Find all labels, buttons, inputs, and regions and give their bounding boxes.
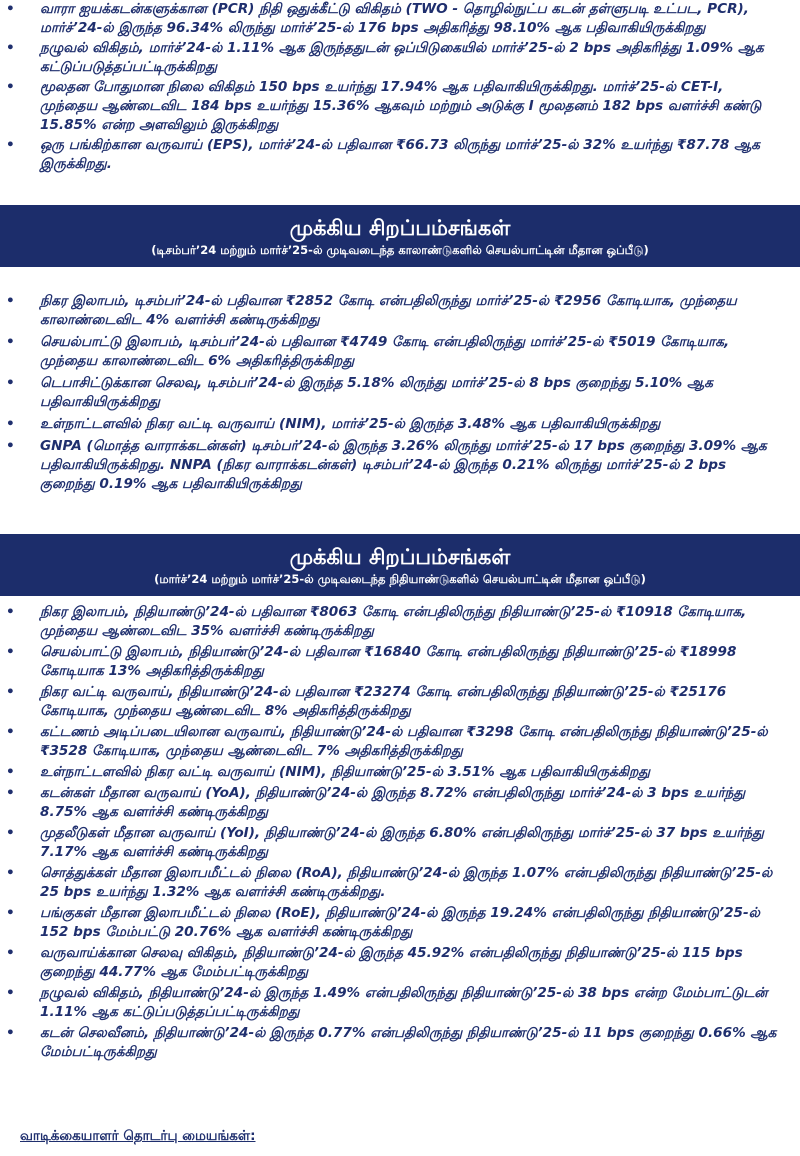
- list-item: • நிகர இலாபம், நிதியாண்டு’24-ல் பதிவான ₹8063 கோடி என்பதிலிருந்து நிதியாண்டு’25-ல் ₹10918 கோடியாக, முந்தைய ஆண்டைவிட 35% வளர்ச்சி கண்டிருக்கிறது: [0, 603, 800, 641]
- list-item: • வாரா ஐயக்கடன்களுக்கான (PCR) நிதி ஒதுக்கீட்டு விகிதம் (TWO - தொழில்நுட்ப கடன் தள்ளுபடி உட்பட, PCR), மார்ச்’24-ல் இருந்த 96.34% லிருந்து மார்ச்’25-ல் 176 bps அதிகரித்து 98.10% ஆக பதிவாகியிருக்கிறது: [0, 0, 800, 38]
- list-item: • மூலதன போதுமான நிலை விகிதம் 150 bps உயர்ந்து 17.94% ஆக பதிவாகியிருக்கிறது. மார்ச்’25-ல் CET-I, முந்தைய ஆண்டைவிட 184 bps உயர்ந்து 15.36% ஆகவும் மற்றும் அடுக்கு I மூலதனம் 182 bps வளர்ச்சி கண்டு 15.85% என்ற அளவிலும் இருக்கிறது: [0, 78, 800, 135]
- section-banner-quarterly: [0, 205, 800, 267]
- list-item: • உள்நாட்டளவில் நிகர வட்டி வருவாய் (NIM), நிதியாண்டு’25-ல் 3.51% ஆக பதிவாகியிருக்கிறது: [0, 763, 800, 782]
- annual-highlights-list: [0, 603, 800, 1064]
- list-item: • GNPA (மொத்த வாராக்கடன்கள்) டிசம்பர்’24-ல் இருந்த 3.26% லிருந்து மார்ச்’25-ல் 17 bps குறைந்து 3.09% ஆக பதிவாகியிருக்கிறது. NNPA (நிகர வாராக்கடன்கள்) டிசம்பர்’24-ல் இருந்த 0.21% லிருந்து மார்ச்’25-ல் 2 bps குறைந்து 0.19% ஆக பதிவாகியிருக்கிறது: [0, 437, 800, 494]
- list-item: • பங்குகள் மீதான இலாபமீட்டல் நிலை (RoE), நிதியாண்டு’24-ல் இருந்த 19.24% என்பதிலிருந்து நிதியாண்டு’25-ல் 152 bps மேம்பட்டு 20.76% ஆக வளர்ச்சி கண்டிருக்கிறது: [0, 904, 800, 942]
- section-subtitle: (மார்ச்’24 மற்றும் மார்ச்’25-ல் முடிவடைந்த நிதியாண்டுகளில் செயல்பாட்டின் மீதான ஒப்பீடு): [154, 572, 646, 586]
- list-item: • நிகர வட்டி வருவாய், நிதியாண்டு’24-ல் பதிவான ₹23274 கோடி என்பதிலிருந்து நிதியாண்டு’25-ல் ₹25176 கோடியாக, முந்தைய ஆண்டைவிட 8% அதிகரித்திருக்கிறது: [0, 683, 800, 721]
- list-item: • கடன்கள் மீதான வருவாய் (YoA), நிதியாண்டு’24-ல் இருந்த 8.72% என்பதிலிருந்து மார்ச்’24-ல் 3 bps உயர்ந்து 8.75% ஆக வளர்ச்சி கண்டிருக்கிறது: [0, 784, 800, 822]
- list-item: • உள்நாட்டளவில் நிகர வட்டி வருவாய் (NIM), மார்ச்’25-ல் இருந்த 3.48% ஆக பதிவாகியிருக்கிறது: [0, 415, 800, 434]
- customer-contact-heading: வாடிக்கையாளர் தொடர்பு மையங்கள்:: [20, 1128, 256, 1144]
- list-item: • நழுவல் விகிதம், மார்ச்’24-ல் 1.11% ஆக இருந்ததுடன் ஒப்பிடுகையில் மார்ச்’25-ல் 2 bps அதிகரித்து 1.09% ஆக கட்டுப்படுத்தப்பட்டிருக்கிறது: [0, 39, 800, 77]
- top-bullet-list: [0, 0, 800, 175]
- list-item: • ஒரு பங்கிற்கான வருவாய் (EPS), மார்ச்’24-ல் பதிவான ₹66.73 லிருந்து மார்ச்’25-ல் 32% உயர்ந்து ₹87.78 ஆக இருக்கிறது.: [0, 136, 800, 174]
- list-item: • முதலீடுகள் மீதான வருவாய் (YoI), நிதியாண்டு’24-ல் இருந்த 6.80% என்பதிலிருந்து மார்ச்’25-ல் 37 bps உயர்ந்து 7.17% ஆக வளர்ச்சி கண்டிருக்கிறது: [0, 824, 800, 862]
- list-item: • கட்டணம் அடிப்படையிலான வருவாய், நிதியாண்டு’24-ல் பதிவான ₹3298 கோடி என்பதிலிருந்து நிதியாண்டு’25-ல் ₹3528 கோடியாக, முந்தைய ஆண்டைவிட 7% அதிகரித்திருக்கிறது: [0, 723, 800, 761]
- list-item: • கடன் செலவீனம், நிதியாண்டு’24-ல் இருந்த 0.77% என்பதிலிருந்து நிதியாண்டு’25-ல் 11 bps குறைந்து 0.66% ஆக மேம்பட்டிருக்கிறது: [0, 1024, 800, 1062]
- section-banner-annual: [0, 534, 800, 596]
- list-item: • வருவாய்க்கான செலவு விகிதம், நிதியாண்டு’24-ல் இருந்த 45.92% என்பதிலிருந்து நிதியாண்டு’25-ல் 115 bps குறைந்து 44.77% ஆக மேம்பட்டிருக்கிறது: [0, 944, 800, 982]
- section-subtitle: (டிசம்பர்’24 மற்றும் மார்ச்’25-ல் முடிவடைந்த காலாண்டுகளில் செயல்பாட்டின் மீதான ஒப்பீடு): [151, 243, 649, 257]
- list-item: • செயல்பாட்டு இலாபம், டிசம்பர்’24-ல் பதிவான ₹4749 கோடி என்பதிலிருந்து மார்ச்’25-ல் ₹5019 கோடியாக, முந்தைய காலாண்டைவிட 6% அதிகரித்திருக்கிறது: [0, 333, 800, 371]
- list-item: • செயல்பாட்டு இலாபம், நிதியாண்டு’24-ல் பதிவான ₹16840 கோடி என்பதிலிருந்து நிதியாண்டு’25-ல் ₹18998 கோடியாக 13% அதிகரித்திருக்கிறது: [0, 643, 800, 681]
- list-item: • சொத்துக்கள் மீதான இலாபமீட்டல் நிலை (RoA), நிதியாண்டு’24-ல் இருந்த 1.07% என்பதிலிருந்து நிதியாண்டு’25-ல் 25 bps உயர்ந்து 1.32% ஆக வளர்ச்சி கண்டிருக்கிறது.: [0, 864, 800, 902]
- list-item: • டெபாசிட்டுக்கான செலவு, டிசம்பர்’24-ல் இருந்த 5.18% லிருந்து மார்ச்’25-ல் 8 bps குறைந்து 5.10% ஆக பதிவாகியிருக்கிறது: [0, 374, 800, 412]
- section-title: முக்கிய சிறப்பம்சங்கள்: [289, 545, 511, 569]
- section-title: முக்கிய சிறப்பம்சங்கள்: [289, 216, 511, 240]
- list-item: • நிகர இலாபம், டிசம்பர்’24-ல் பதிவான ₹2852 கோடி என்பதிலிருந்து மார்ச்’25-ல் ₹2956 கோடியாக, முந்தைய காலாண்டைவிட 4% வளர்ச்சி கண்டிருக்கிறது: [0, 292, 800, 330]
- quarterly-highlights-list: [0, 292, 800, 497]
- list-item: • நழுவல் விகிதம், நிதியாண்டு’24-ல் இருந்த 1.49% என்பதிலிருந்து நிதியாண்டு’25-ல் 38 bps என்ற மேம்பாட்டுடன் 1.11% ஆக கட்டுப்படுத்தப்பட்டிருக்கிறது: [0, 984, 800, 1022]
